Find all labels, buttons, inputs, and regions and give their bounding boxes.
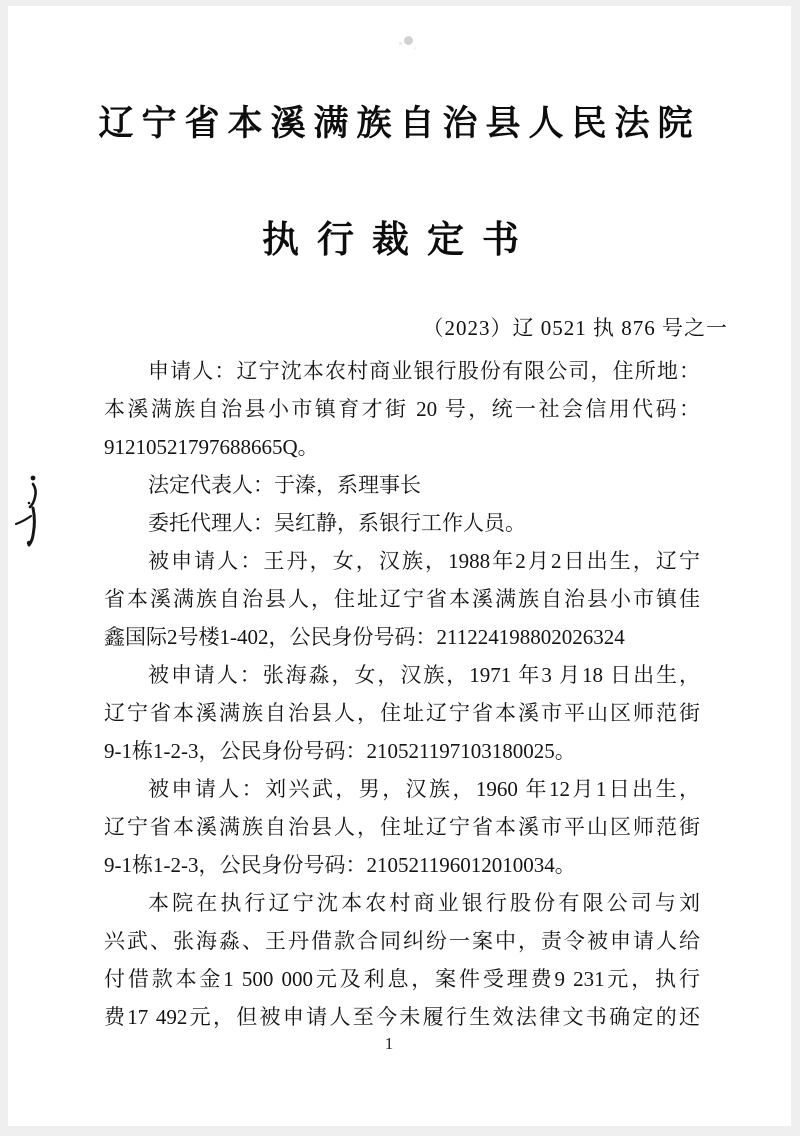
paragraph-line: 本溪满族自治县小市镇育才街 20 号，统一社会信用代码： xyxy=(104,397,700,421)
paragraph-line: 9-1栋1-2-3，公民身份号码：210521197103180025。 xyxy=(104,739,576,763)
paragraph-line: 被申请人：张海淼，女，汉族，1971 年3 月18 日出生， xyxy=(148,663,700,687)
court-name: 辽宁省本溪满族自治县人民法院 xyxy=(98,104,701,143)
paragraph-line: 付借款本金1 500 000元及利息，案件受理费9 231元，执行 xyxy=(104,967,700,991)
paragraph-line: 委托代理人：吴红静，系银行工作人员。 xyxy=(148,511,526,535)
paragraph-line: 辽宁省本溪满族自治县人，住址辽宁省本溪市平山区师范街 xyxy=(104,701,700,725)
paragraph-line: 9-1栋1-2-3，公民身份号码：210521196012010034。 xyxy=(104,853,576,877)
paragraph-line: 辽宁省本溪满族自治县人，住址辽宁省本溪市平山区师范街 xyxy=(104,815,700,839)
paragraph-line: 省本溪满族自治县人，住址辽宁省本溪满族自治县小市镇佳 xyxy=(104,587,700,611)
body-text xyxy=(104,352,700,1036)
paragraph-line: 申请人：辽宁沈本农村商业银行股份有限公司，住所地： xyxy=(148,359,700,383)
ink-smudge-icon xyxy=(20,474,46,510)
paragraph-line: 本院在执行辽宁沈本农村商业银行股份有限公司与刘 xyxy=(148,891,700,915)
case-number: （2023）辽 0521 执 876 号之一 xyxy=(422,316,728,340)
paragraph-line: 被申请人：王丹，女，汉族，1988年2月2日出生，辽宁 xyxy=(148,549,700,573)
document-title: 执行裁定书 xyxy=(262,220,537,261)
paragraph-line: 被申请人：刘兴武，男，汉族，1960 年12月1日出生， xyxy=(148,777,700,801)
page-number: 1 xyxy=(384,1034,394,1053)
ink-smudge-icon xyxy=(14,506,44,548)
paragraph-line: 鑫国际2号楼1-402，公民身份号码：211224198802026324 xyxy=(104,625,625,649)
paragraph-line: 费17 492元，但被申请人至今未履行生效法律文书确定的还 xyxy=(104,1005,700,1029)
paragraph-line: 91210521797688665Q。 xyxy=(104,435,319,459)
scan-speck xyxy=(404,36,413,45)
paragraph-line: 法定代表人：于溱，系理事长 xyxy=(148,473,421,497)
document-page xyxy=(8,6,791,1126)
paragraph-line: 兴武、张海淼、王丹借款合同纠纷一案中，责令被申请人给 xyxy=(104,929,700,953)
